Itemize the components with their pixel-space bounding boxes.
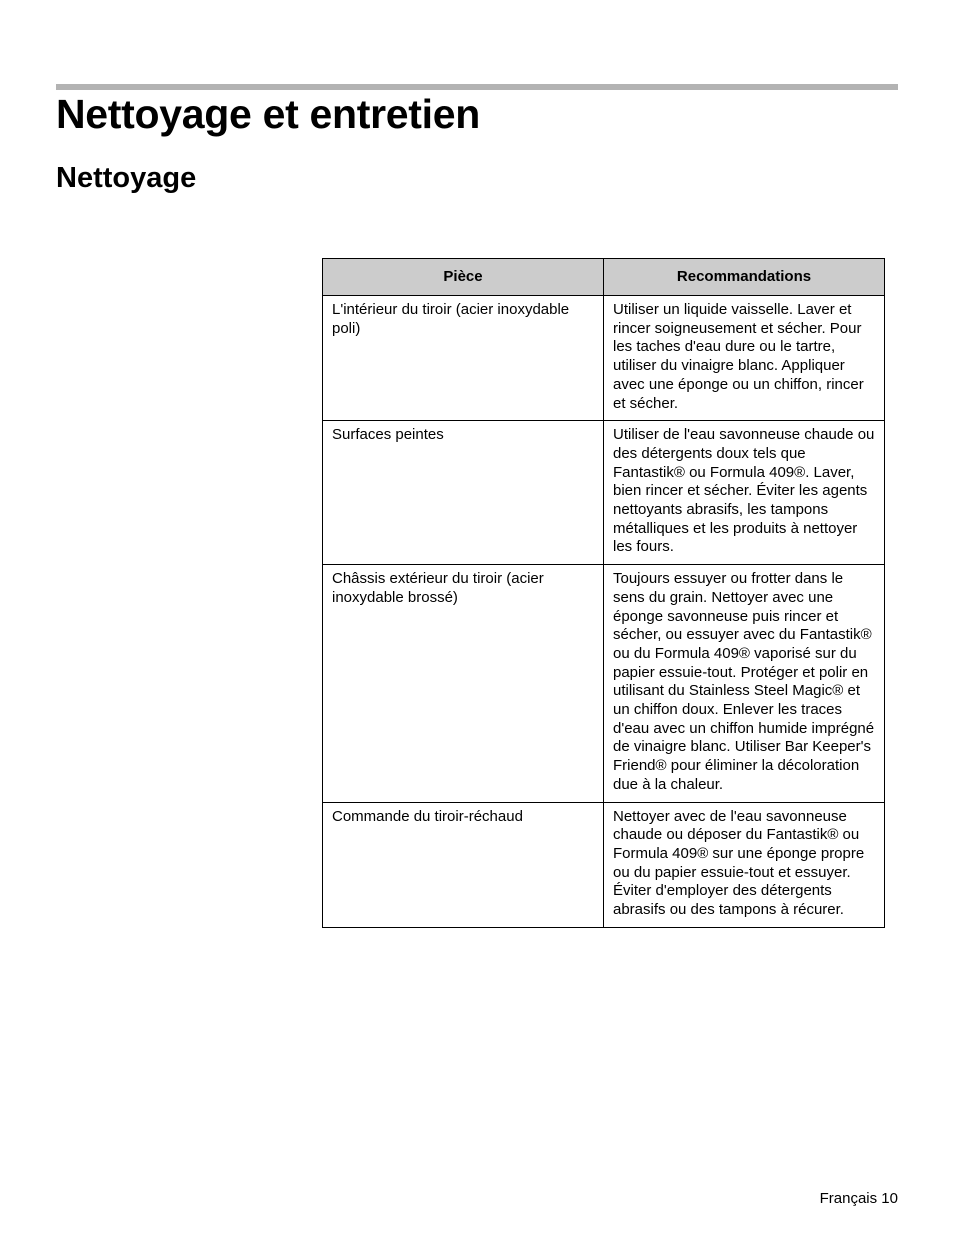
table-row bbox=[323, 565, 885, 802]
header-recommendations: Recommandations bbox=[604, 259, 885, 296]
table-header-row bbox=[323, 259, 885, 296]
header-part: Pièce bbox=[323, 259, 604, 296]
page-title: Nettoyage et entretien bbox=[56, 91, 481, 137]
recommendation-cell: Toujours essuyer ou frotter dans le sens du grain. Nettoyer avec une éponge savonneuse puis rincer et sécher, ou essuyer avec du Fantastik® ou du Formula 409® vaporisé sur du papier essuie-tout. Protéger et polir en utilisant du Stainless Steel Magic® et un chiffon doux. Enlever les traces d'eau avec un chiffon humide imprégné de vinaigre blanc. Utiliser Bar Keeper's Friend® pour éliminer la décoloration due à la chaleur. bbox=[604, 565, 885, 802]
part-cell: Surfaces peintes bbox=[323, 421, 604, 565]
table-row bbox=[323, 802, 885, 927]
table-row bbox=[323, 296, 885, 421]
table-row bbox=[323, 421, 885, 565]
recommendation-cell: Utiliser un liquide vaisselle. Laver et rincer soigneusement et sécher. Pour les taches d'eau dure ou le tartre, utiliser du vinaigre blanc. Appliquer avec une éponge ou un chiffon, rincer et sécher. bbox=[604, 296, 885, 421]
section-title: Nettoyage bbox=[56, 162, 197, 194]
part-cell: Châssis extérieur du tiroir (acier inoxydable brossé) bbox=[323, 565, 604, 802]
part-cell: Commande du tiroir-réchaud bbox=[323, 802, 604, 927]
recommendation-cell: Nettoyer avec de l'eau savonneuse chaude ou déposer du Fantastik® ou Formula 409® sur une éponge propre ou du papier essuie-tout et essuyer. Éviter d'employer des détergents abrasifs ou des tampons à récurer. bbox=[604, 802, 885, 927]
part-cell: L'intérieur du tiroir (acier inoxydable poli) bbox=[323, 296, 604, 421]
cleaning-table bbox=[322, 258, 885, 928]
recommendation-cell: Utiliser de l'eau savonneuse chaude ou des détergents doux tels que Fantastik® ou Formula 409®. Laver, bien rincer et sécher. Éviter les agents nettoyants abrasifs, les tampons métalliques et les produits à nettoyer les fours. bbox=[604, 421, 885, 565]
page-footer: Français 10 bbox=[819, 1190, 898, 1207]
